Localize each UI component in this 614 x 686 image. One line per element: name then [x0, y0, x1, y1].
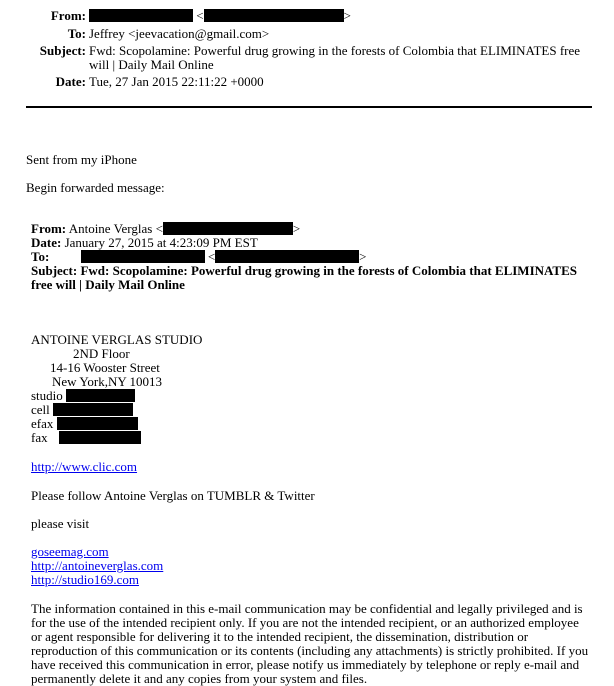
link-studio169[interactable]: http://studio169.com [31, 572, 139, 587]
efax-row: efax [31, 417, 138, 431]
fwd-to-label: To: [31, 249, 50, 264]
disclaimer-text: The information contained in this e-mail communication may be confidential and legally privileged and is for the use of the intended recipient only. If you are not the intended recipient, or an authorized employee or agent responsible for delivering it to the intended recipient, the dissemination, distribution or reproduction of this communication or its contents (including any attachments) is strictly prohibited. If you have received this communication in error, please notify us immediately by telephone or reply e-mail and permanently delete it and any copies from your system and files. [31, 601, 589, 686]
visit-text: please visit [31, 516, 90, 531]
studio-name: ANTOINE VERGLAS STUDIO [31, 332, 203, 347]
cell-phone-row: cell [31, 403, 133, 417]
fwd-from-row: From: Antoine Verglas < > [31, 221, 301, 236]
header-date-label: Date: [55, 74, 86, 89]
fwd-date-label: Date: [31, 235, 62, 250]
header-to-label: To: [67, 26, 86, 41]
redaction-block [59, 431, 141, 444]
redaction-block [163, 222, 293, 235]
fwd-to-row: To: < > [31, 249, 367, 264]
redaction-block [89, 9, 193, 22]
fax-row: fax [31, 431, 141, 445]
header-from-value: < > [89, 9, 594, 23]
header-from-label: From: [50, 8, 86, 23]
header-subject-label: Subject: [39, 43, 86, 58]
fwd-date-value: January 27, 2015 at 4:23:09 PM EST [64, 235, 258, 250]
studio-phone-row: studio [31, 389, 135, 403]
fwd-subject: Subject: Fwd: Scopolamine: Powerful drug growing in the forests of Colombia that ELIMINATES free will | Daily Mail Online [31, 263, 578, 292]
studio-street: 14-16 Wooster Street [50, 360, 160, 375]
header-date-value: Tue, 27 Jan 2015 22:11:22 +0000 [89, 74, 264, 89]
fwd-from-label: From: [31, 221, 67, 236]
header-subject-value: Fwd: Scopolamine: Powerful drug growing in the forests of Colombia that ELIMINATES free will | Daily Mail Online [89, 43, 581, 72]
header-divider [26, 106, 592, 108]
redaction-block [66, 389, 135, 402]
redaction-block [81, 250, 205, 263]
header-to-value: Jeffrey <jeevacation@gmail.com> [89, 26, 270, 41]
redaction-block [204, 9, 344, 22]
redaction-block [53, 403, 133, 416]
link-goseemag[interactable]: goseemag.com [31, 544, 109, 559]
follow-text: Please follow Antoine Verglas on TUMBLR & Twitter [31, 488, 315, 503]
studio-city: New York,NY 10013 [52, 374, 163, 389]
link-antoineverglas[interactable]: http://antoineverglas.com [31, 558, 164, 573]
fwd-from-name: Antoine Verglas < [68, 221, 163, 236]
redaction-block [215, 250, 359, 263]
fwd-date-row [31, 236, 258, 250]
sent-from-text: Sent from my iPhone [26, 152, 137, 167]
website-link[interactable]: http://www.clic.com [31, 459, 138, 474]
begin-forwarded-text: Begin forwarded message: [26, 180, 165, 195]
redaction-block [57, 417, 138, 430]
studio-floor: 2ND Floor [73, 346, 130, 361]
